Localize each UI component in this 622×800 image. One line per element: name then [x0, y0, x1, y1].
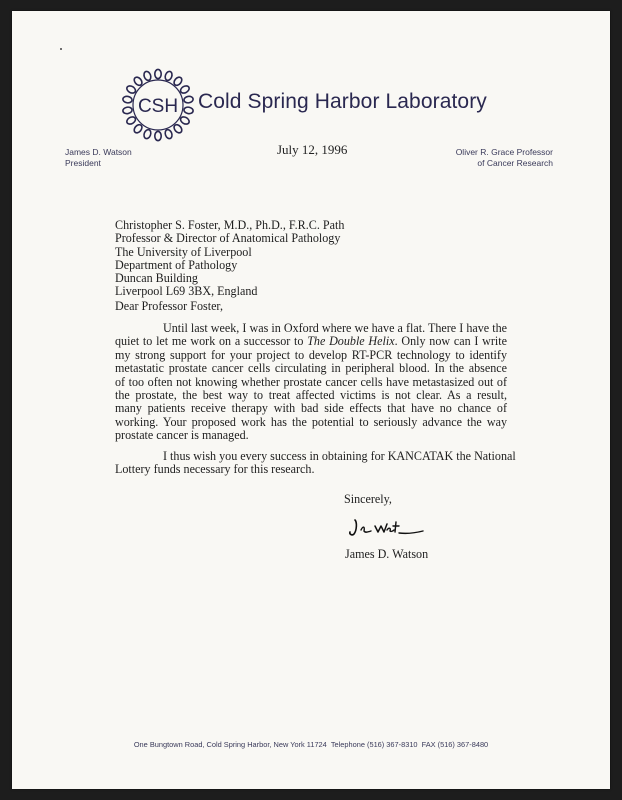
letter-page [12, 11, 610, 789]
president-name: James D. Watson [65, 147, 132, 157]
signer-name: James D. Watson [345, 547, 429, 561]
address-line: The University of Liverpool [115, 244, 252, 259]
header-right [456, 147, 553, 169]
paragraph-line: Lottery funds necessary for this research. [115, 462, 315, 477]
paragraph-line: prostate cancer is managed. [115, 428, 249, 443]
line-text: . Only now can I write [394, 334, 507, 349]
paragraph-line: I thus wish you every success in obtaining for KANCATAK the National [163, 449, 516, 463]
line-text: quiet to let me work on a successor to [115, 334, 304, 349]
paragraph-line: Until last week, I was in Oxford where we have a flat. There I have the [163, 321, 507, 335]
salutation: Dear Professor Foster, [115, 299, 223, 313]
recipient-address [115, 219, 344, 299]
paragraph-line: working. Your proposed work has the potential to seriously advance the way [115, 414, 507, 429]
professorship-line-2: of Cancer Research [477, 158, 553, 168]
handwritten-signature [347, 516, 427, 540]
paragraph-line: the prostate, the best way to treat affected victims is not clear. As a result, [115, 388, 507, 403]
letterhead-footer [12, 740, 610, 749]
body-paragraph-1 [115, 322, 507, 443]
paragraph-line: of too often not knowing whether prostate cancer cells have metastasized out of [115, 374, 507, 389]
paragraph-line: many patients receive therapy with bad side effects that have no chance of [115, 401, 507, 416]
president-title: President [65, 158, 101, 168]
address-line: Professor & Director of Anatomical Pathology [115, 231, 341, 246]
paragraph-line [115, 335, 507, 348]
closing: Sincerely, [344, 492, 392, 506]
address-line: Department of Pathology [115, 257, 238, 272]
paragraph-line: my strong support for your project to develop RT-PCR technology to identify [115, 347, 507, 362]
footer-fax: FAX (516) 367-8480 [421, 740, 489, 749]
paragraph-line: metastatic prostate cancer cells circulating in peripheral blood. In the absence [115, 361, 507, 376]
logo-text: CSH [137, 96, 179, 117]
address-line: Christopher S. Foster, M.D., Ph.D., F.R.C. Path [115, 218, 345, 232]
footer-address: One Bungtown Road, Cold Spring Harbor, New York 11724 [133, 740, 327, 749]
address-line: Liverpool L69 3BX, England [115, 284, 258, 299]
book-title: The Double Helix [307, 334, 395, 349]
footer-telephone: Telephone (516) 367-8310 [330, 740, 418, 749]
professorship-line-1: Oliver R. Grace Professor [455, 147, 553, 157]
csh-logo-icon [120, 67, 196, 143]
header-left [65, 147, 132, 169]
letter-date: July 12, 1996 [277, 142, 348, 157]
body-paragraph-2 [115, 449, 516, 477]
address-line: Duncan Building [115, 271, 198, 286]
organization-name: Cold Spring Harbor Laboratory [198, 90, 487, 113]
paper-speck [60, 48, 62, 50]
